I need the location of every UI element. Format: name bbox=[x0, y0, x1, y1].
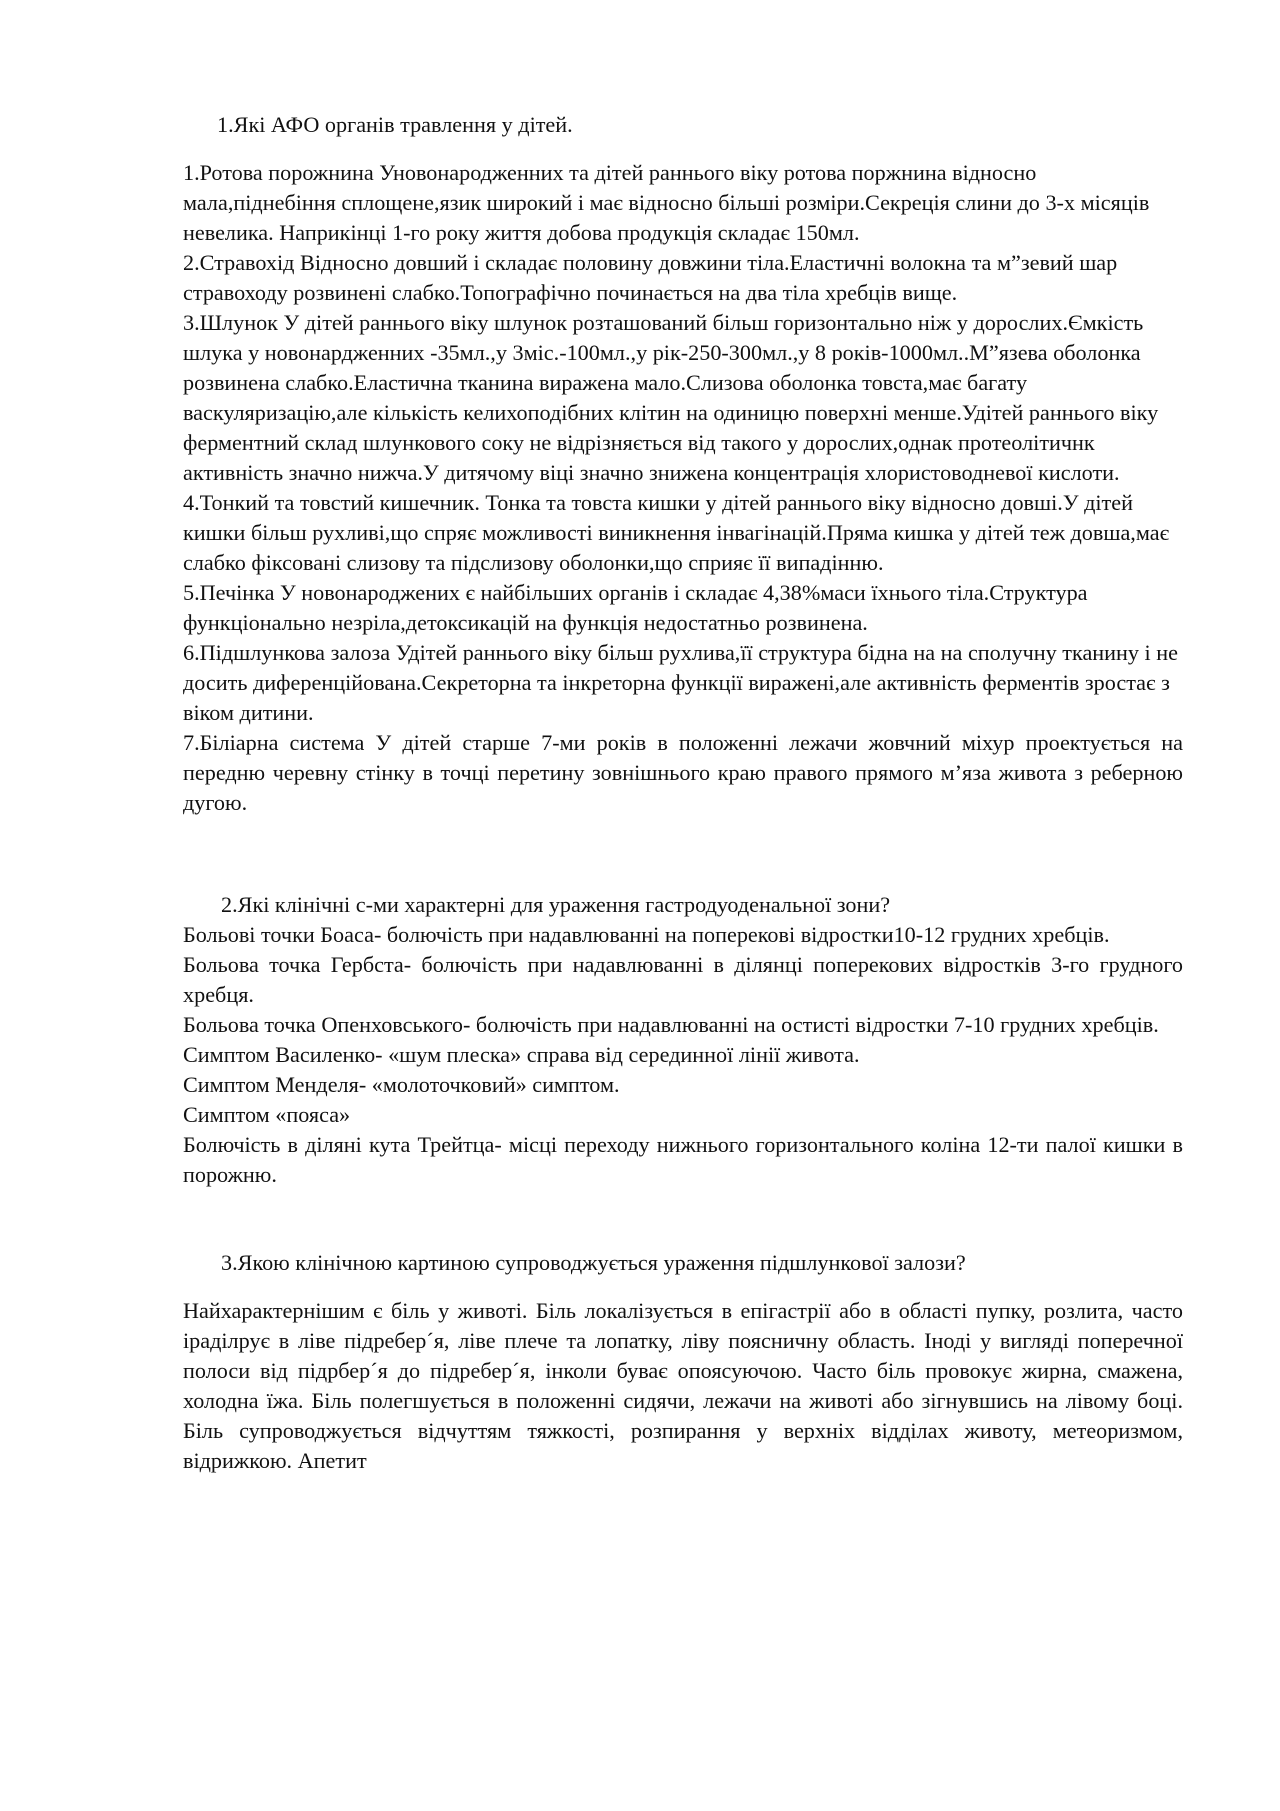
question-3-heading: 3.Якою клінічною картиною супроводжується ураження підшлункової залози? bbox=[221, 1250, 966, 1275]
answer-3-paragraph: Найхарактернішим є біль у животі. Біль локалізується в епігастрії або в області пупку, розлита, часто іраділрує в ліве підребер´я, ліве плече та лопатку, ліву поясничну область. Іноді у вигляді поперечної полоси від підрбер´я до підребер´я, інколи буває опоясуючою. Часто біль провокує жирна, смажена, холодна їжа. Біль полегшується в положенні сидячи, лежачи на животі або зігнувшись на лівому боці. Біль супроводжується відчуттям тяжкості, розпирання у верхніх відділах животу, метеоризмом, відрижкою. Апетит bbox=[183, 1298, 1183, 1473]
answer-2-item-2: Больова точка Гербста- болючість при надавлюванні в ділянці поперекових відростків 3-го грудного хребця. bbox=[183, 952, 1183, 1007]
answer-2-item-6: Симптом «пояса» bbox=[183, 1102, 351, 1127]
answer-1-item-2: 2.Стравохід Відносно довший і складає половину довжини тіла.Еластичні волокна та м”зевий шар стравоходу розвинені слабко.Топографічно починається на два тіла хребців вище. bbox=[183, 250, 1118, 305]
answer-1-item-4: 4.Тонкий та товстий кишечник. Тонка та товста кишки у дітей раннього віку відносно довші.У дітей кишки більш рухливі,що спряє можливості виникнення інвагінацій.Пряма кишка у дітей теж довша,має слабко фіксовані слизову та підслизову оболонки,що сприяє її випадінню. bbox=[183, 490, 1170, 575]
question-1-heading: 1.Які АФО органів травлення у дітей. bbox=[217, 112, 573, 137]
answer-2-item-7: Болючість в діляні кута Трейтца- місці переходу нижнього горизонтального коліна 12-ти палої кишки в порожню. bbox=[183, 1132, 1183, 1187]
answer-2-item-4: Симптом Василенко- «шум плеска» справа від серединної лінії живота. bbox=[183, 1042, 860, 1067]
answer-1-items bbox=[183, 248, 1183, 818]
answer-2-items bbox=[183, 920, 1183, 1190]
answer-2-item-5: Симптом Менделя- «молоточковий» симптом. bbox=[183, 1072, 620, 1097]
answer-2-item-3: Больова точка Опенховського- болючість при надавлюванні на остисті відростки 7-10 грудних хребців. bbox=[183, 1012, 1159, 1037]
answer-1-item-5: 5.Печінка У новонароджених є найбільших органів і складає 4,38%маси їхнього тіла.Структура функціонально незріла,детоксикацій на функція недостатньо розвинена. bbox=[183, 580, 1088, 635]
answer-2-item-1: Больові точки Боаса- болючість при надавлюванні на поперекові відростки10-12 грудних хребців. bbox=[183, 922, 1110, 947]
answer-1-item-3: 3.Шлунок У дітей раннього віку шлунок розташований більш горизонтально ніж у дорослих.Ємкість шлука у новонардженних -35мл.,у 3міс.-100мл.,у рік-250-300мл.,у 8 років-1000мл..М”язева оболонка розвинена слабко.Еластична тканина виражена мало.Слизова оболонка товста,має багату васкуляризацію,але кількість келихоподібних клітин на одиницю поверхні менше.Удітей раннього віку ферментний склад шлункового соку не відрізняється від такого у дорослих,однак протеолітичнк активність значно нижча.У дитячому віці значно знижена концентрація хлористоводневої кислоти. bbox=[183, 310, 1159, 485]
document-page bbox=[183, 110, 1183, 1476]
answer-1-item-7: 7.Біліарна система У дітей старше 7-ми років в положенні лежачи жовчний міхур проектується на передню черевну стінку в точці перетину зовнішнього краю правого прямого м’яза живота з реберною дугою. bbox=[183, 730, 1183, 815]
answer-1-item-6: 6.Підшлункова залоза Удітей раннього віку більш рухлива,її структура бідна на на сполучну тканину і не досить диференційована.Секреторна та інкреторна функції виражені,але активність ферментів зростає з віком дитини. bbox=[183, 640, 1178, 725]
answer-1-item-1: 1.Ротова порожнина Уновонародженних та дітей раннього віку ротова поржнина відносно мала,піднебіння сплощене,язик широкий і має відносно більші розміри.Секреція слини до 3-х місяців невелика. Наприкінці 1-го року життя добова продукція складає 150мл. bbox=[183, 160, 1150, 245]
question-2-heading: 2.Які клінічні с-ми характерні для ураження гастродуоденальної зони? bbox=[221, 892, 891, 917]
